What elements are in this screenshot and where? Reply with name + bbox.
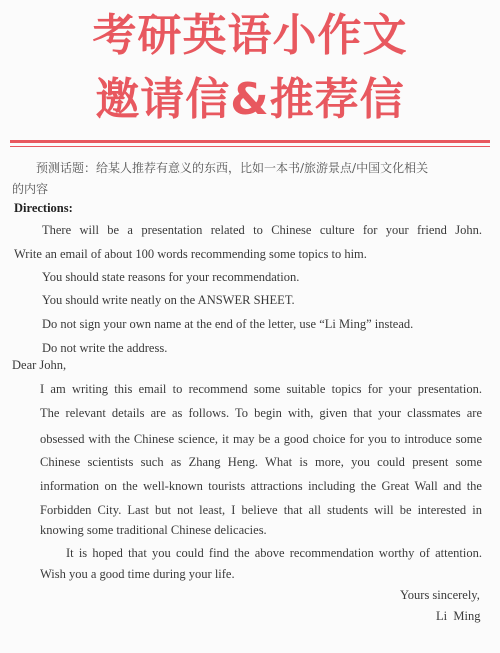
title-line-2: 邀请信&推荐信 [95, 74, 405, 125]
requirement-3: Do not sign your own name at the end of the letter, use “Li Ming” instead. [42, 317, 414, 331]
requirement-1: You should state reasons for your recommendation. [42, 270, 300, 284]
directions-label: Directions: [14, 201, 73, 215]
title-line-1: 考研英语小作文 [92, 10, 408, 61]
body-line-4: Chinese scientists such as Zhang Heng. What is more, you could present some [40, 455, 482, 469]
closing-line-2: Wish you a good time during your life. [40, 567, 235, 581]
body-line-2: The relevant details are as follows. To begin with, given that your classmates are [40, 406, 482, 420]
body-line-6: Forbidden City. Last but not least, I believe that all students will be interested in [40, 503, 482, 517]
requirement-2: You should write neatly on the ANSWER SHEET. [42, 293, 295, 307]
requirement-4: Do not write the address. [42, 341, 168, 355]
salutation: Dear John, [12, 358, 67, 372]
directions-line-2: Write an email of about 100 words recommending some topics to him. [14, 247, 367, 261]
divider-thin [10, 146, 490, 147]
divider-thick [10, 140, 490, 143]
topic-line-1: 预测话题：给某人推荐有意义的东西，比如一本书/旅游景点/中国文化相关 [36, 161, 429, 175]
body-line-3: obsessed with the Chinese science, it may be a good choice for you to introduce some [40, 432, 482, 446]
signature: Li Ming [436, 609, 481, 623]
topic-line-2: 的内容 [12, 182, 49, 196]
signoff: Yours sincerely, [400, 588, 480, 602]
body-line-7: knowing some traditional Chinese delicacies. [40, 523, 267, 537]
directions-line-1: There will be a presentation related to Chinese culture for your friend John. [42, 223, 482, 237]
body-line-1: I am writing this email to recommend some suitable topics for your presentation. [40, 382, 482, 396]
closing-line-1: It is hoped that you could find the above recommendation worthy of attention. [66, 546, 482, 560]
body-line-5: information on the well-known tourists attractions including the Great Wall and the [40, 479, 482, 493]
